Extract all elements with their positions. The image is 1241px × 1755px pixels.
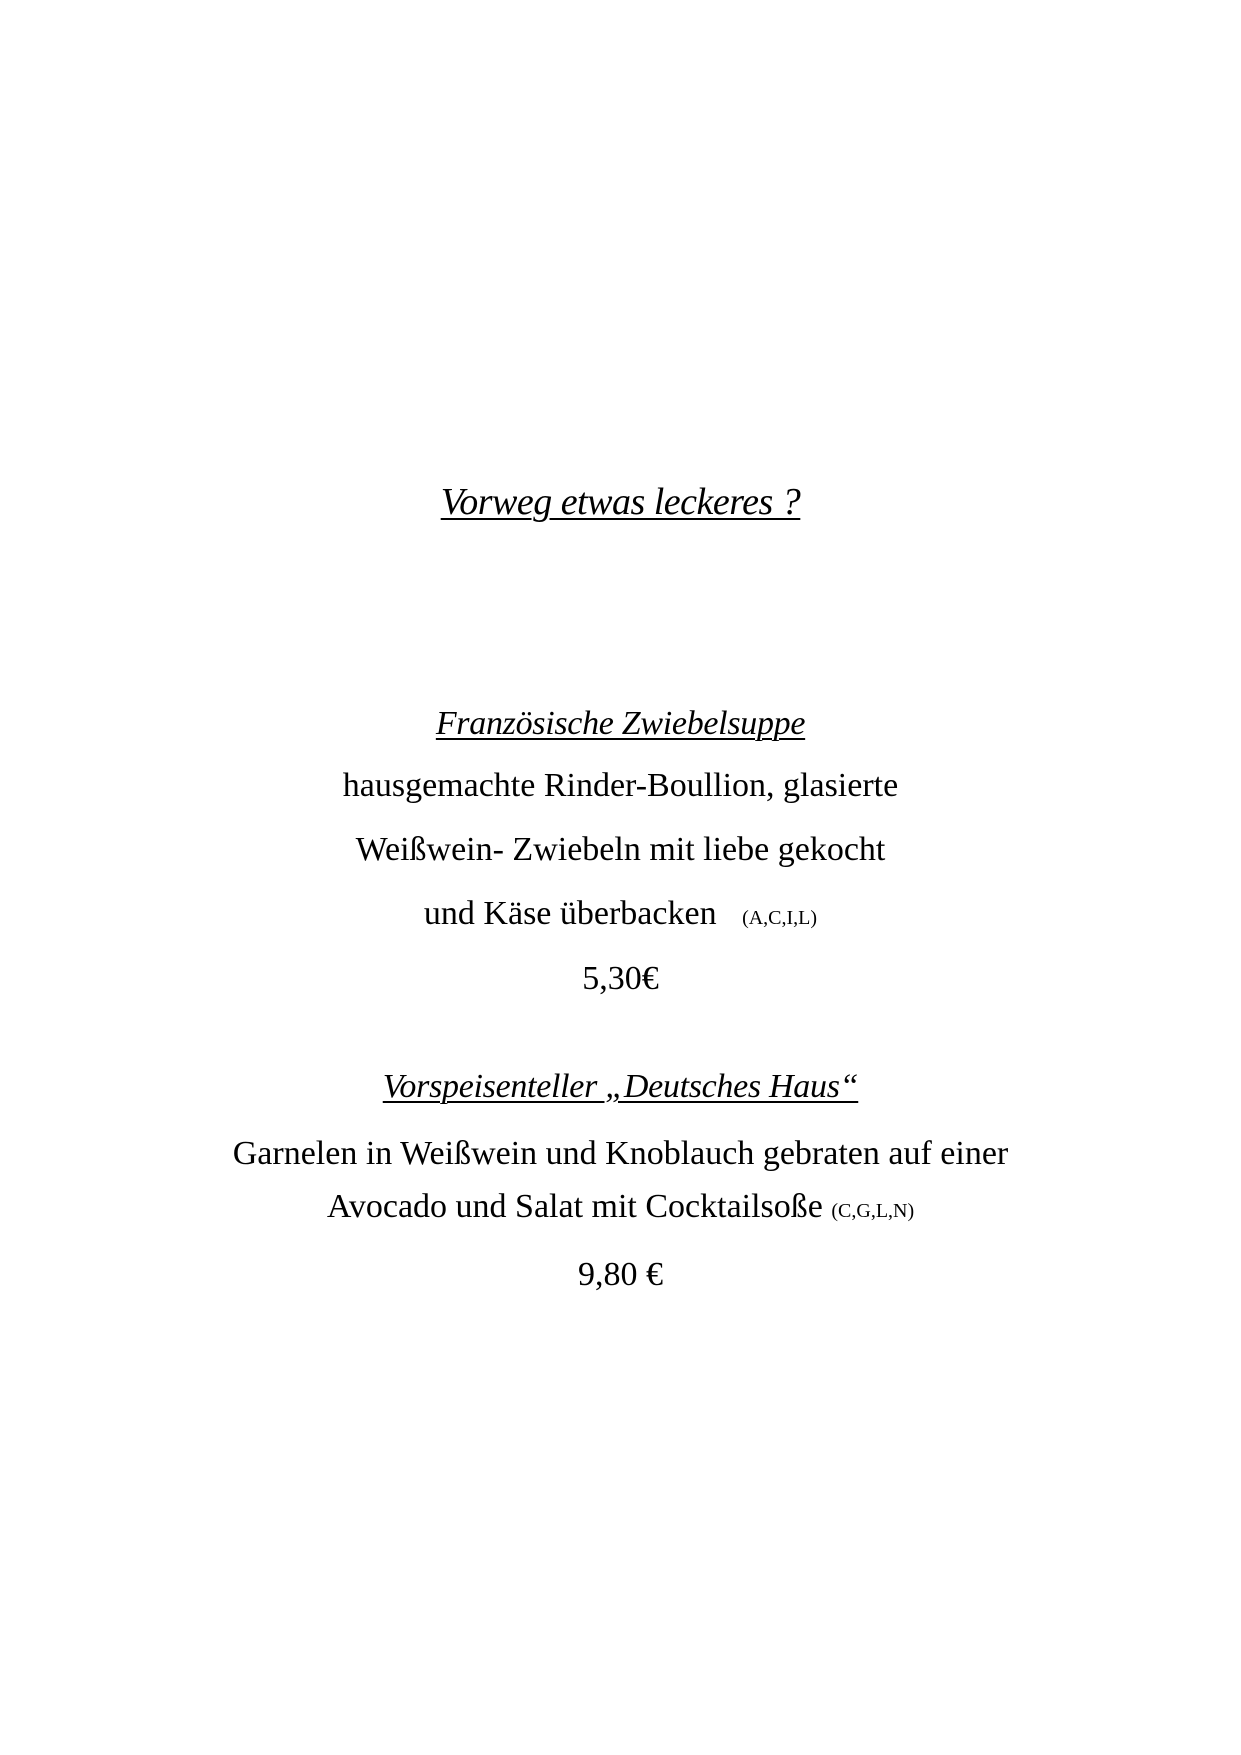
dish-title: Französische Zwiebelsuppe: [435, 705, 806, 742]
dish-description-line: Garnelen in Weißwein und Knoblauch gebraten auf einer: [232, 1135, 1009, 1172]
dish-price: 5,30€: [582, 960, 659, 997]
page-heading: Vorweg etwas leckeres ?: [440, 481, 801, 523]
dish-description-line-with-allergens: [0, 895, 1241, 933]
dish-description-text: und Käse überbacken: [423, 895, 717, 932]
dish-description-line: Weißwein- Zwiebeln mit liebe gekocht: [355, 831, 886, 868]
dish-description-text: Avocado und Salat mit Cocktailsoße: [326, 1188, 823, 1225]
dish-title: Vorspeisenteller „Deutsches Haus“: [382, 1068, 859, 1105]
dish-price: 9,80 €: [578, 1256, 663, 1293]
dish-description-line: hausgemachte Rinder-Boullion, glasierte: [342, 767, 899, 804]
allergens-label: (A,C,I,L): [742, 907, 818, 929]
dish-description-line-with-allergens: [0, 1188, 1241, 1226]
allergens-label: (C,G,L,N): [831, 1200, 915, 1222]
